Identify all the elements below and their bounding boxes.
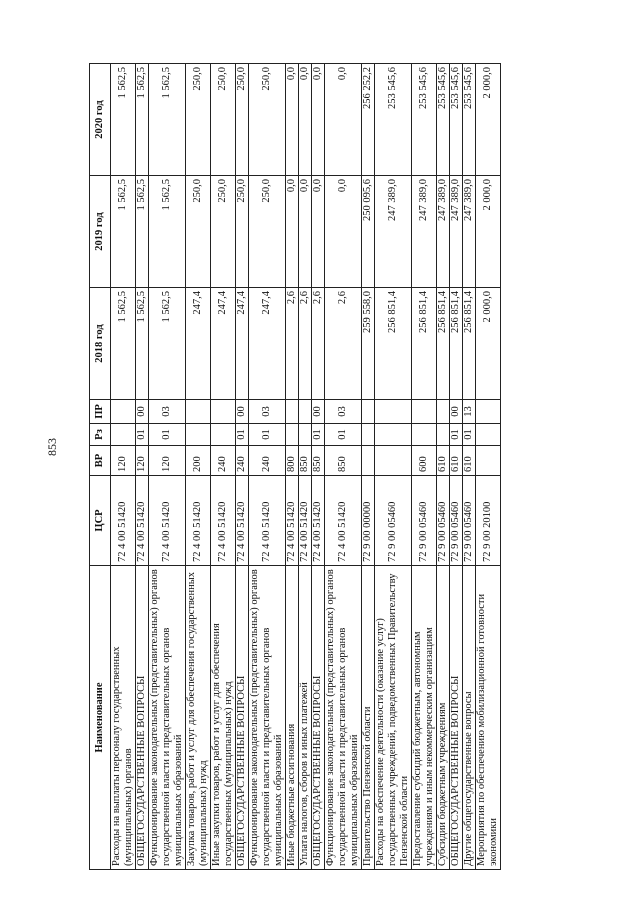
cell-vr: 850 [325, 446, 362, 476]
cell-pr [286, 400, 299, 424]
cell-vr [362, 446, 375, 476]
table-row [476, 64, 501, 870]
cell-csr: 72 4 00 51420 [149, 476, 186, 566]
cell-2018: 256 851,4 [450, 288, 463, 400]
cell-rz [412, 424, 437, 446]
cell-pr [211, 400, 236, 424]
cell-name: Функционирование законодательных (представительных) органов государственной власти и представительных органов муниципальных образований [249, 566, 286, 870]
cell-pr: 03 [249, 400, 286, 424]
cell-rz [286, 424, 299, 446]
cell-name: ОБЩЕГОСУДАРСТВЕННЫЕ ВОПРОСЫ [236, 566, 249, 870]
cell-2018: 247,4 [211, 288, 236, 400]
cell-vr: 600 [412, 446, 437, 476]
cell-name: ОБЩЕГОСУДАРСТВЕННЫЕ ВОПРОСЫ [450, 566, 463, 870]
table-row [375, 64, 412, 870]
page-number: 853 [45, 438, 59, 456]
cell-2018: 256 851,4 [463, 288, 476, 400]
cell-2018: 2 000,0 [476, 288, 501, 400]
table-header-row [90, 64, 111, 870]
table-body [111, 64, 501, 870]
table-row [286, 64, 299, 870]
cell-2020: 1 562,5 [149, 64, 186, 176]
cell-name: ОБЩЕГОСУДАРСТВЕННЫЕ ВОПРОСЫ [312, 566, 325, 870]
cell-csr: 72 9 00 00000 [362, 476, 375, 566]
header-2019: 2019 год [90, 176, 111, 288]
cell-2019: 250,0 [186, 176, 211, 288]
cell-pr: 00 [136, 400, 149, 424]
cell-2018: 247,4 [249, 288, 286, 400]
cell-2018: 256 851,4 [437, 288, 450, 400]
cell-vr: 240 [211, 446, 236, 476]
cell-rz: 01 [136, 424, 149, 446]
cell-2018: 1 562,5 [149, 288, 186, 400]
table-row [149, 64, 186, 870]
cell-2018: 256 851,4 [412, 288, 437, 400]
cell-csr: 72 4 00 51420 [211, 476, 236, 566]
cell-2019: 247 389,0 [437, 176, 450, 288]
cell-2018: 2,6 [325, 288, 362, 400]
header-pr: ПР [90, 400, 111, 424]
cell-csr: 72 4 00 51420 [249, 476, 286, 566]
cell-csr: 72 9 00 05460 [463, 476, 476, 566]
cell-2020: 0,0 [325, 64, 362, 176]
cell-2019: 2 000,0 [476, 176, 501, 288]
cell-name: Уплата налогов, сборов и иных платежей [299, 566, 312, 870]
cell-vr: 610 [437, 446, 450, 476]
cell-name: Иные закупки товаров, работ и услуг для обеспечения государственных (муниципальных) нужд [211, 566, 236, 870]
budget-table [89, 63, 501, 870]
cell-vr: 240 [249, 446, 286, 476]
header-vr: ВР [90, 446, 111, 476]
cell-vr [375, 446, 412, 476]
cell-csr: 72 9 00 05460 [375, 476, 412, 566]
cell-rz: 01 [312, 424, 325, 446]
table-row [299, 64, 312, 870]
cell-csr: 72 4 00 51420 [299, 476, 312, 566]
cell-csr: 72 4 00 51420 [111, 476, 136, 566]
cell-2019: 0,0 [312, 176, 325, 288]
cell-pr: 00 [312, 400, 325, 424]
cell-name: Расходы на обеспечение деятельности (оказание услуг) государственных учреждений, подведомственных Правительству Пензенской области [375, 566, 412, 870]
cell-vr: 850 [312, 446, 325, 476]
cell-2019: 0,0 [325, 176, 362, 288]
header-rz: Рз [90, 424, 111, 446]
cell-vr: 610 [463, 446, 476, 476]
cell-rz [299, 424, 312, 446]
cell-pr [476, 400, 501, 424]
cell-rz: 01 [149, 424, 186, 446]
cell-name: Мероприятия по обеспечению мобилизационной готовности экономики [476, 566, 501, 870]
table-row [412, 64, 437, 870]
table-row [362, 64, 375, 870]
cell-csr: 72 9 00 05460 [450, 476, 463, 566]
cell-name: Субсидии бюджетным учреждениям [437, 566, 450, 870]
cell-csr: 72 4 00 51420 [186, 476, 211, 566]
header-2018: 2018 год [90, 288, 111, 400]
table-row [249, 64, 286, 870]
cell-vr: 120 [136, 446, 149, 476]
cell-pr [437, 400, 450, 424]
cell-2018: 1 562,5 [111, 288, 136, 400]
cell-vr: 120 [111, 446, 136, 476]
cell-pr [362, 400, 375, 424]
table-row [111, 64, 136, 870]
table-row [312, 64, 325, 870]
cell-2020: 250,0 [211, 64, 236, 176]
cell-2019: 250,0 [249, 176, 286, 288]
cell-2018: 2,6 [299, 288, 312, 400]
cell-vr [476, 446, 501, 476]
cell-2020: 1 562,5 [136, 64, 149, 176]
cell-2020: 250,0 [236, 64, 249, 176]
cell-pr [299, 400, 312, 424]
table-row [136, 64, 149, 870]
cell-2020: 250,0 [249, 64, 286, 176]
cell-pr [111, 400, 136, 424]
cell-vr: 610 [450, 446, 463, 476]
header-2020: 2020 год [90, 64, 111, 176]
cell-2018: 2,6 [312, 288, 325, 400]
cell-name: Функционирование законодательных (представительных) органов государственной власти и представительных органов муниципальных образований [149, 566, 186, 870]
cell-rz: 01 [236, 424, 249, 446]
cell-2019: 247 389,0 [412, 176, 437, 288]
cell-2020: 256 252,2 [362, 64, 375, 176]
cell-2019: 247 389,0 [463, 176, 476, 288]
cell-2019: 1 562,5 [149, 176, 186, 288]
cell-2020: 0,0 [286, 64, 299, 176]
cell-pr: 00 [236, 400, 249, 424]
cell-pr [412, 400, 437, 424]
cell-2019: 247 389,0 [375, 176, 412, 288]
cell-vr: 800 [286, 446, 299, 476]
cell-rz: 01 [325, 424, 362, 446]
cell-csr: 72 9 00 05460 [437, 476, 450, 566]
cell-name: Иные бюджетные ассигнования [286, 566, 299, 870]
cell-vr: 120 [149, 446, 186, 476]
cell-2020: 253 545,6 [437, 64, 450, 176]
cell-csr: 72 9 00 05460 [412, 476, 437, 566]
cell-rz: 01 [463, 424, 476, 446]
cell-csr: 72 9 00 20100 [476, 476, 501, 566]
cell-2020: 1 562,5 [111, 64, 136, 176]
table-row [325, 64, 362, 870]
cell-name: ОБЩЕГОСУДАРСТВЕННЫЕ ВОПРОСЫ [136, 566, 149, 870]
cell-name: Другие общегосударственные вопросы [463, 566, 476, 870]
header-name: Наименование [90, 566, 111, 870]
cell-2019: 0,0 [286, 176, 299, 288]
cell-pr: 13 [463, 400, 476, 424]
cell-pr [186, 400, 211, 424]
cell-2018: 1 562,5 [136, 288, 149, 400]
table-row [236, 64, 249, 870]
table-row [450, 64, 463, 870]
table-row [186, 64, 211, 870]
cell-2019: 1 562,5 [111, 176, 136, 288]
cell-2020: 253 545,6 [450, 64, 463, 176]
cell-name: Функционирование законодательных (представительных) органов государственной власти и представительных органов муниципальных образований [325, 566, 362, 870]
rotated-page-content [89, 64, 573, 870]
cell-2018: 256 851,4 [375, 288, 412, 400]
cell-2020: 2 000,0 [476, 64, 501, 176]
cell-2020: 0,0 [299, 64, 312, 176]
cell-2020: 0,0 [312, 64, 325, 176]
table-row [437, 64, 450, 870]
cell-rz [211, 424, 236, 446]
cell-rz: 01 [450, 424, 463, 446]
cell-vr: 200 [186, 446, 211, 476]
cell-csr: 72 4 00 51420 [325, 476, 362, 566]
cell-rz [476, 424, 501, 446]
cell-2018: 247,4 [186, 288, 211, 400]
cell-pr: 00 [450, 400, 463, 424]
cell-2019: 0,0 [299, 176, 312, 288]
cell-2019: 250,0 [236, 176, 249, 288]
cell-rz [437, 424, 450, 446]
cell-name: Предоставление субсидий бюджетным, автономным учреждениям и иным некоммерческим организациям [412, 566, 437, 870]
table-row [463, 64, 476, 870]
cell-2019: 247 389,0 [450, 176, 463, 288]
cell-2020: 250,0 [186, 64, 211, 176]
cell-pr: 03 [149, 400, 186, 424]
cell-name: Закупка товаров, работ и услуг для обеспечения государственных (муниципальных) нужд [186, 566, 211, 870]
cell-2020: 253 545,6 [412, 64, 437, 176]
cell-vr: 240 [236, 446, 249, 476]
cell-2018: 2,6 [286, 288, 299, 400]
cell-csr: 72 4 00 51420 [236, 476, 249, 566]
cell-vr: 850 [299, 446, 312, 476]
cell-pr: 03 [325, 400, 362, 424]
cell-rz [111, 424, 136, 446]
cell-2020: 253 545,6 [463, 64, 476, 176]
cell-2018: 247,4 [236, 288, 249, 400]
table-row [211, 64, 236, 870]
cell-2019: 250,0 [211, 176, 236, 288]
cell-csr: 72 4 00 51420 [136, 476, 149, 566]
cell-2018: 259 558,0 [362, 288, 375, 400]
cell-2019: 1 562,5 [136, 176, 149, 288]
cell-rz [186, 424, 211, 446]
cell-rz: 01 [249, 424, 286, 446]
cell-2019: 250 095,6 [362, 176, 375, 288]
cell-name: Расходы на выплаты персоналу государственных (муниципальных) органов [111, 566, 136, 870]
cell-csr: 72 4 00 51420 [286, 476, 299, 566]
cell-pr [375, 400, 412, 424]
header-csr: ЦСР [90, 476, 111, 566]
cell-rz [375, 424, 412, 446]
cell-2020: 253 545,6 [375, 64, 412, 176]
cell-rz [362, 424, 375, 446]
cell-csr: 72 4 00 51420 [312, 476, 325, 566]
cell-name: Правительство Пензенской области [362, 566, 375, 870]
